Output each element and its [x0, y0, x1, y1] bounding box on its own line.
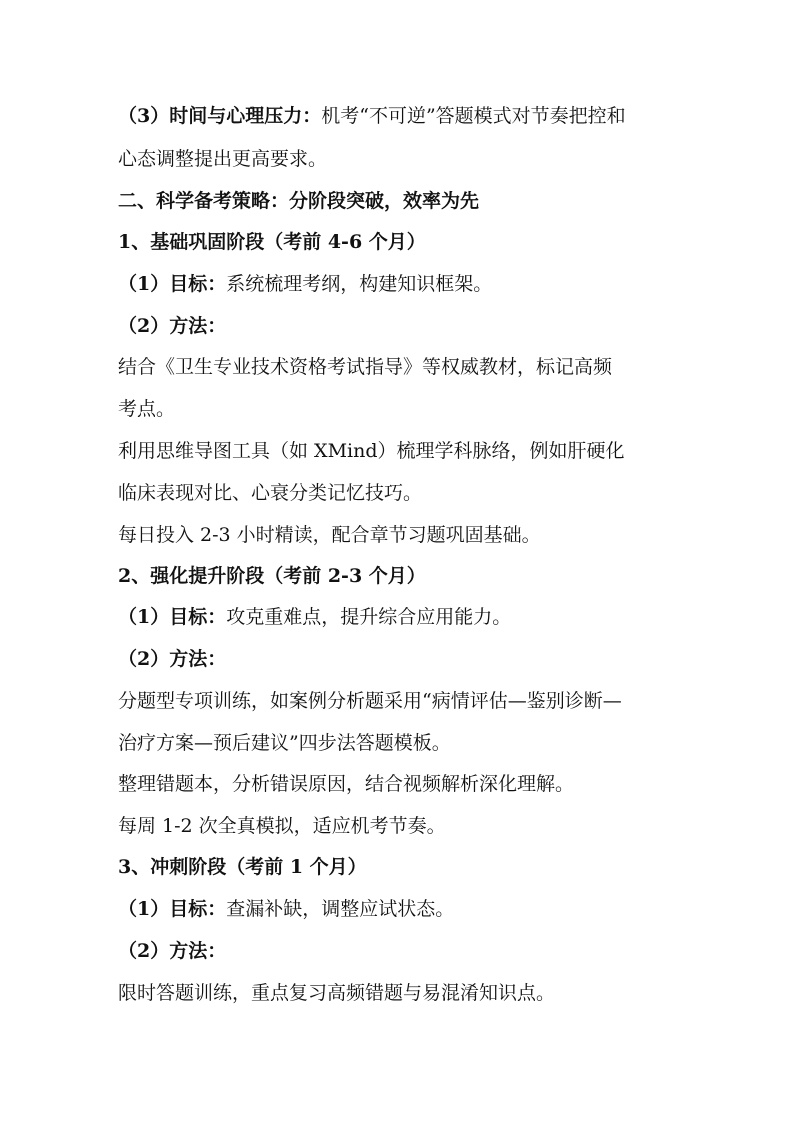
paragraph-line: [118, 690, 688, 712]
body-text: 治疗方案—预后建议”四步法答题模板。: [118, 732, 451, 754]
bold-heading: （1）目标：: [118, 606, 227, 628]
subsection-heading: [118, 565, 688, 587]
body-text: 整理错题本，分析错误原因，结合视频解析深化理解。: [118, 773, 575, 795]
paragraph-line: [118, 732, 688, 754]
body-text: 心态调整提出更高要求。: [118, 148, 328, 170]
paragraph-line: [118, 982, 688, 1004]
body-text: 每周 1-2 次全真模拟，适应机考节奏。: [118, 815, 446, 837]
bold-heading: 3、冲刺阶段（考前 1 个月）: [118, 856, 367, 878]
bold-heading: （3）时间与心理压力：: [118, 105, 322, 127]
paragraph-line: [118, 773, 688, 795]
body-text: 限时答题训练，重点复习高频错题与易混淆知识点。: [118, 982, 556, 1004]
paragraph-line: [118, 940, 688, 962]
bold-heading: （2）方法：: [118, 648, 227, 670]
paragraph-line: [118, 315, 688, 337]
bold-heading: 2、强化提升阶段（考前 2-3 个月）: [118, 565, 426, 587]
paragraph-line: [118, 524, 688, 546]
bold-heading: （2）方法：: [118, 940, 227, 962]
body-text: 每日投入 2-3 小时精读，配合章节习题巩固基础。: [118, 524, 541, 546]
body-text: 系统梳理考纲，构建知识框架。: [226, 273, 493, 295]
paragraph-line: [118, 273, 688, 295]
body-text: 分题型专项训练，如案例分析题采用“病情评估—鉴别诊断—: [118, 690, 622, 712]
body-text: 临床表现对比、心衰分类记忆技巧。: [118, 482, 423, 504]
paragraph-line: [118, 898, 688, 920]
body-text: 机考“不可逆”答题模式对节奏把控和: [321, 105, 626, 127]
paragraph-line: [118, 648, 688, 670]
bold-heading: 1、基础巩固阶段（考前 4-6 个月）: [118, 231, 426, 253]
paragraph-line: [118, 105, 688, 127]
paragraph-line: [118, 815, 688, 837]
subsection-heading: [118, 231, 688, 253]
section-heading: [118, 190, 688, 212]
bold-heading: （1）目标：: [118, 273, 227, 295]
paragraph-line: [118, 606, 688, 628]
body-text: 查漏补缺，调整应试状态。: [226, 898, 455, 920]
body-text: 利用思维导图工具（如 XMind）梳理学科脉络，例如肝硬化: [118, 440, 625, 462]
paragraph-line: [118, 482, 688, 504]
bold-heading: （2）方法：: [118, 315, 227, 337]
subsection-heading: [118, 856, 688, 878]
bold-heading: （1）目标：: [118, 898, 227, 920]
paragraph-line: [118, 356, 688, 378]
paragraph-line: [118, 440, 688, 462]
body-text: 结合《卫生专业技术资格考试指导》等权威教材，标记高频: [118, 356, 613, 378]
bold-heading: 二、科学备考策略：分阶段突破，效率为先: [118, 190, 480, 212]
paragraph-line: [118, 398, 688, 420]
body-text: 攻克重难点，提升综合应用能力。: [226, 606, 512, 628]
body-text: 考点。: [118, 398, 176, 420]
paragraph-line: [118, 148, 688, 170]
